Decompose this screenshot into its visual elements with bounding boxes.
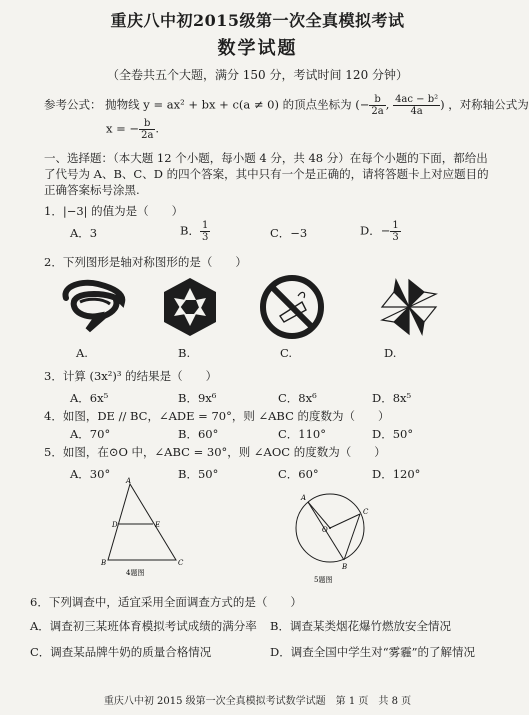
- q5-label-b: B: [342, 563, 348, 571]
- section1-line3: 正确答案标号涂黑.: [44, 183, 140, 197]
- axis-formula: x = − $\frac{b}{2a}$ .: [106, 118, 160, 141]
- page-footer: 重庆八中初 2015 级第一次全真模拟考试数学试题 第 1 页 共 8 页: [103, 696, 412, 707]
- q4-stem: 4．如图，DE // BC，∠ADE = 70°，则 ∠ABC 的度数为（ ）: [44, 409, 390, 423]
- q4-label-a: A: [126, 477, 132, 485]
- q5-option-a: A．30°: [70, 467, 111, 481]
- q4-label-b: B: [101, 559, 107, 567]
- vertex-x-fraction: $\frac{b}{2a}$: [371, 94, 384, 117]
- q5-option-b: B．50°: [178, 467, 219, 481]
- q5-label-a: A: [301, 494, 307, 502]
- q1-stem: 1．|−3| 的值为是（ ）: [44, 204, 184, 218]
- q4-option-b: B．60°: [178, 427, 219, 441]
- exam-note: （全卷共五个大题，满分 150 分，考试时间 120 分钟）: [106, 68, 409, 82]
- q5-option-d: D．120°: [372, 467, 421, 481]
- q4-option-c: C．110°: [278, 427, 326, 441]
- formula-label: 参考公式：: [44, 97, 102, 112]
- vertex-y-fraction: $\frac{\text{4ac − b²}}{4a}$: [395, 94, 439, 117]
- q2-figure-d: [378, 276, 440, 338]
- q6-option-c: C．调查某品牌牛奶的质量合格情况: [30, 645, 212, 659]
- q6-option-a: A．调查初三某班体育模拟考试成绩的满分率: [30, 619, 257, 633]
- q4-option-d: D．50°: [372, 427, 414, 441]
- q5-label-c: C: [363, 508, 369, 516]
- q2-figure-b: [160, 276, 220, 338]
- q1-option-c: C．−3: [270, 226, 308, 240]
- q4-figure-triangle: [100, 478, 200, 578]
- exam-title: 重庆八中初2015级第一次全真模拟考试: [110, 11, 405, 30]
- q3-stem: 3．计算 (3x²)³ 的结果是（ ）: [44, 369, 218, 383]
- q2-option-c: C.: [280, 346, 293, 360]
- q2-stem: 2．下列图形是轴对称图形的是（ ）: [44, 255, 247, 269]
- subject-title: 数学试题: [217, 38, 298, 59]
- q2-option-b: B.: [178, 346, 191, 360]
- q2-option-d: D.: [384, 346, 397, 360]
- formula-text-b: ，对称轴公式为: [448, 97, 529, 112]
- q5-label-o: O: [322, 526, 328, 534]
- q4-caption: 4题图: [126, 569, 145, 577]
- section1-line1: 一、选择题：（本大题 12 个小题，每小题 4 分，共 48 分）在每个小题的下面，都给出: [44, 151, 488, 165]
- q5-caption: 5题图: [314, 576, 333, 584]
- q5-option-c: C．60°: [278, 467, 319, 481]
- q3-option-a: A．6x⁵: [70, 391, 109, 405]
- q2-option-a: A.: [76, 346, 88, 360]
- formula-text-a: 抛物线 y = ax² + bx + c(a ≠ 0) 的顶点坐标为: [105, 97, 352, 112]
- q3-option-d: D．8x⁵: [372, 391, 412, 405]
- section1-line2: 了代号为 A、B、C、D 的四个答案，其中只有一个是正确的，请将答题卡上对应题目的: [44, 167, 489, 181]
- q5-stem: 5．如图，在⊙O 中，∠ABC = 30°，则 ∠AOC 的度数为（ ）: [44, 445, 386, 459]
- q5-figure-circle: [292, 488, 372, 586]
- formula-line: 参考公式： 抛物线 y = ax² + bx + c(a ≠ 0) 的顶点坐标为 (− $\frac{b}{2a}$ , $\frac{\text{4ac − b²}}{4a}$ ) ，对称轴公式为: [44, 94, 529, 117]
- q4-label-e: E: [155, 521, 161, 529]
- q4-label-c: C: [178, 559, 184, 567]
- axis-fraction: $\frac{b}{2a}$: [141, 118, 154, 141]
- q2-figure-c: [258, 274, 326, 340]
- q1-option-d: D．− $\frac{1}{3}$: [360, 220, 399, 243]
- q4-label-d: D: [112, 521, 118, 529]
- q1-option-b: B． $\frac{1}{3}$: [180, 220, 209, 243]
- q3-option-c: C．8x⁶: [278, 391, 317, 405]
- q4-option-a: A．70°: [70, 427, 111, 441]
- q2-figure-a: [58, 278, 128, 338]
- q6-stem: 6．下列调查中，适宜采用全面调查方式的是（ ）: [30, 595, 302, 609]
- q6-option-d: D．调查全国中学生对“雾霾”的了解情况: [270, 645, 475, 659]
- q6-option-b: B．调查某类烟花爆竹燃放安全情况: [270, 619, 451, 633]
- q1-option-a: A．3: [70, 226, 98, 240]
- q3-option-b: B．9x⁶: [178, 391, 217, 405]
